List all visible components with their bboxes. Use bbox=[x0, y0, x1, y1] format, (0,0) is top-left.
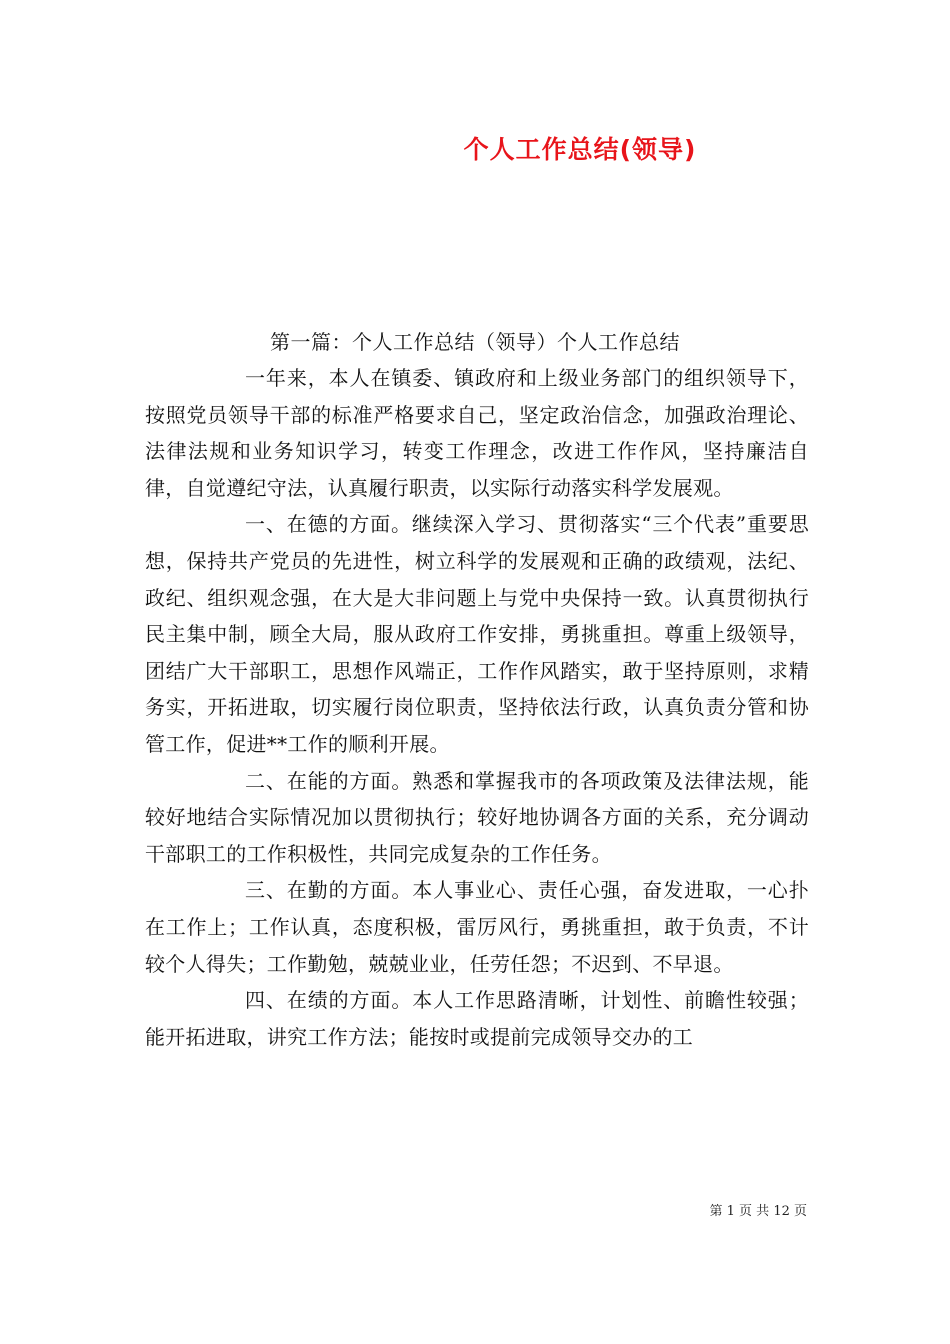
page-number-footer: 第 1 页 共 12 页 bbox=[709, 1204, 807, 1219]
paragraph-performance: 四、在绩的方面。本人工作思路清晰，计划性、前瞻性较强；能开拓进取，讲究工作方法；能按时或提前完成领导交办的工 bbox=[145, 988, 809, 1049]
paragraph-ability: 二、在能的方面。熟悉和掌握我市的各项政策及法律法规，能较好地结合实际情况加以贯彻执行；较好地协调各方面的关系，充分调动干部职工的工作积极性，共同完成复杂的工作任务。 bbox=[145, 768, 809, 866]
paragraph-morality: 一、在德的方面。继续深入学习、贯彻落实“三个代表”重要思想，保持共产党员的先进性，树立科学的发展观和正确的政绩观，法纪、政纪、组织观念强，在大是大非问题上与党中央保持一致。认真贯彻执行民主集中制，顾全大局，服从政府工作安排，勇挑重担。尊重上级领导，团结广大干部职工，思想作风端正，工作作风踏实，敢于坚持原则，求精务实，开拓进取，切实履行岗位职责，坚持依法行政，认真负责分管和协管工作，促进**工作的顺利开展。 bbox=[145, 512, 809, 756]
body-text bbox=[145, 360, 809, 1055]
section-heading: 第一篇：个人工作总结（领导）个人工作总结 bbox=[270, 330, 680, 354]
paragraph-intro: 一年来，本人在镇委、镇政府和上级业务部门的组织领导下，按照党员领导干部的标准严格要求自己，坚定政治信念，加强政治理论、法律法规和业务知识学习，转变工作理念，改进工作作风，坚持廉洁自律，自觉遵纪守法，认真履行职责，以实际行动落实科学发展观。 bbox=[145, 366, 809, 500]
page-title: 个人工作总结(领导) bbox=[463, 135, 697, 164]
paragraph-diligence: 三、在勤的方面。本人事业心、责任心强，奋发进取，一心扑在工作上；工作认真，态度积极，雷厉风行，勇挑重担，敢于负责，不计较个人得失；工作勤勉，兢兢业业，任劳任怨；不迟到、不早退。 bbox=[145, 878, 809, 976]
